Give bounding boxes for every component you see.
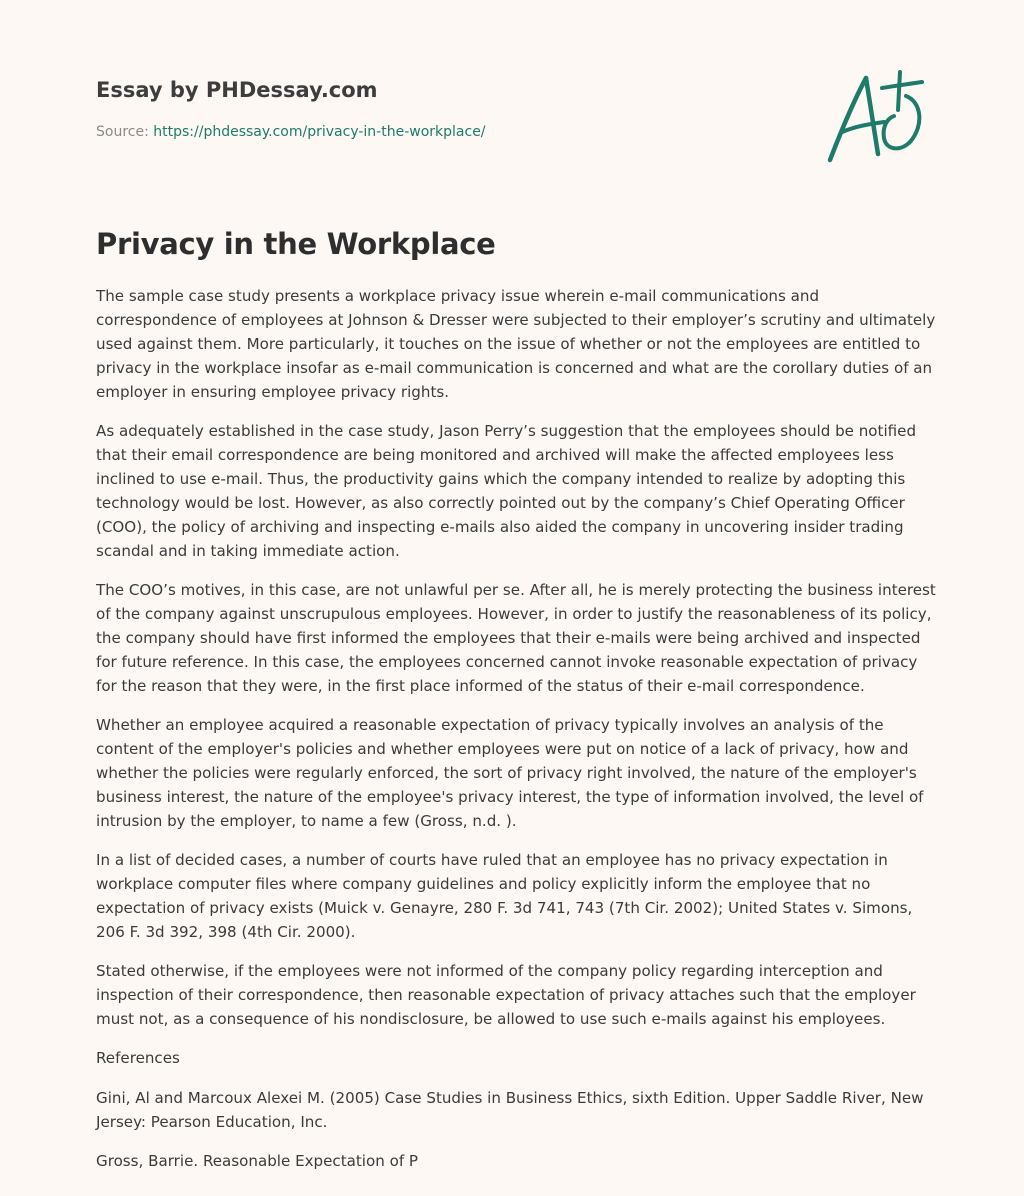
source-line (96, 122, 796, 142)
paragraph: In a list of decided cases, a number of courts have ruled that an employee has no privacy expectation in workplace computer files where company guidelines and policy explicitly inform the employee that no expectation of privacy exists (Muick v. Genayre, 280 F. 3d 741, 743 (7th Cir. 2002); United States v. Simons, 206 F. 3d 392, 398 (4th Cir. 2000). (96, 851, 913, 941)
a-plus-grade-icon (822, 68, 930, 168)
page-title: Privacy in the Workplace (96, 227, 496, 261)
source-label: Source: (96, 124, 149, 140)
paragraph: The COO’s motives, in this case, are not unlawful per se. After all, he is merely protecting the business interest of the company against unscrupulous employees. However, in order to justify the reasonableness of its policy, the company should have first informed the employees that their e-mails were being archived and inspected for future reference. In this case, the employees concerned cannot invoke reasonable expectation of privacy for the reason that they were, in the first place informed of the status of their e-mail correspondence. (96, 581, 936, 695)
reference-item: Gross, Barrie. Reasonable Expectation of P (96, 1152, 419, 1170)
paragraph: Whether an employee acquired a reasonable expectation of privacy typically involves an analysis of the content of the employer's policies and whether employees were put on notice of a lack of privacy, how and whether the policies were regularly enforced, the sort of privacy right involved, the nature of the employer's business interest, the nature of the employee's privacy interest, the type of information involved, the level of intrusion by the employer, to name a few (Gross, n.d. ). (96, 716, 924, 830)
source-link[interactable]: https://phdessay.com/privacy-in-the-workplace/ (153, 124, 486, 140)
paragraph: As adequately established in the case study, Jason Perry’s suggestion that the employees should be notified that their email correspondence are being monitored and archived will make the affected employees less inclined to use e-mail. Thus, the productivity gains which the company intended to realize by adopting this technology would be lost. However, as also correctly pointed out by the company’s Chief Operating Officer (COO), the policy of archiving and inspecting e-mails also aided the company in uncovering insider trading scandal and in taking immediate action. (96, 422, 917, 560)
reference-item: Gini, Al and Marcoux Alexei M. (2005) Case Studies in Business Ethics, sixth Edition. Upper Saddle River, New Jersey: Pearson Education, Inc. (96, 1089, 924, 1131)
paragraph: Stated otherwise, if the employees were not informed of the company policy regarding interception and inspection of their correspondence, then reasonable expectation of privacy attaches such that the employer must not, as a consequence of his nondisclosure, be allowed to use such e-mails against his employees. (96, 962, 916, 1028)
page-header (96, 76, 796, 142)
paragraph: The sample case study presents a workplace privacy issue wherein e-mail communications and correspondence of employees at Johnson & Dresser were subjected to their employer’s scrutiny and ultimately used against them. More particularly, it touches on the issue of whether or not the employees are entitled to privacy in the workplace insofar as e-mail communication is concerned and what are the corollary duties of an employer in ensuring employee privacy rights. (96, 287, 936, 401)
references-heading: References (96, 1049, 180, 1067)
article-body (96, 284, 936, 1188)
site-name: Essay by PHDessay.com (96, 78, 378, 102)
